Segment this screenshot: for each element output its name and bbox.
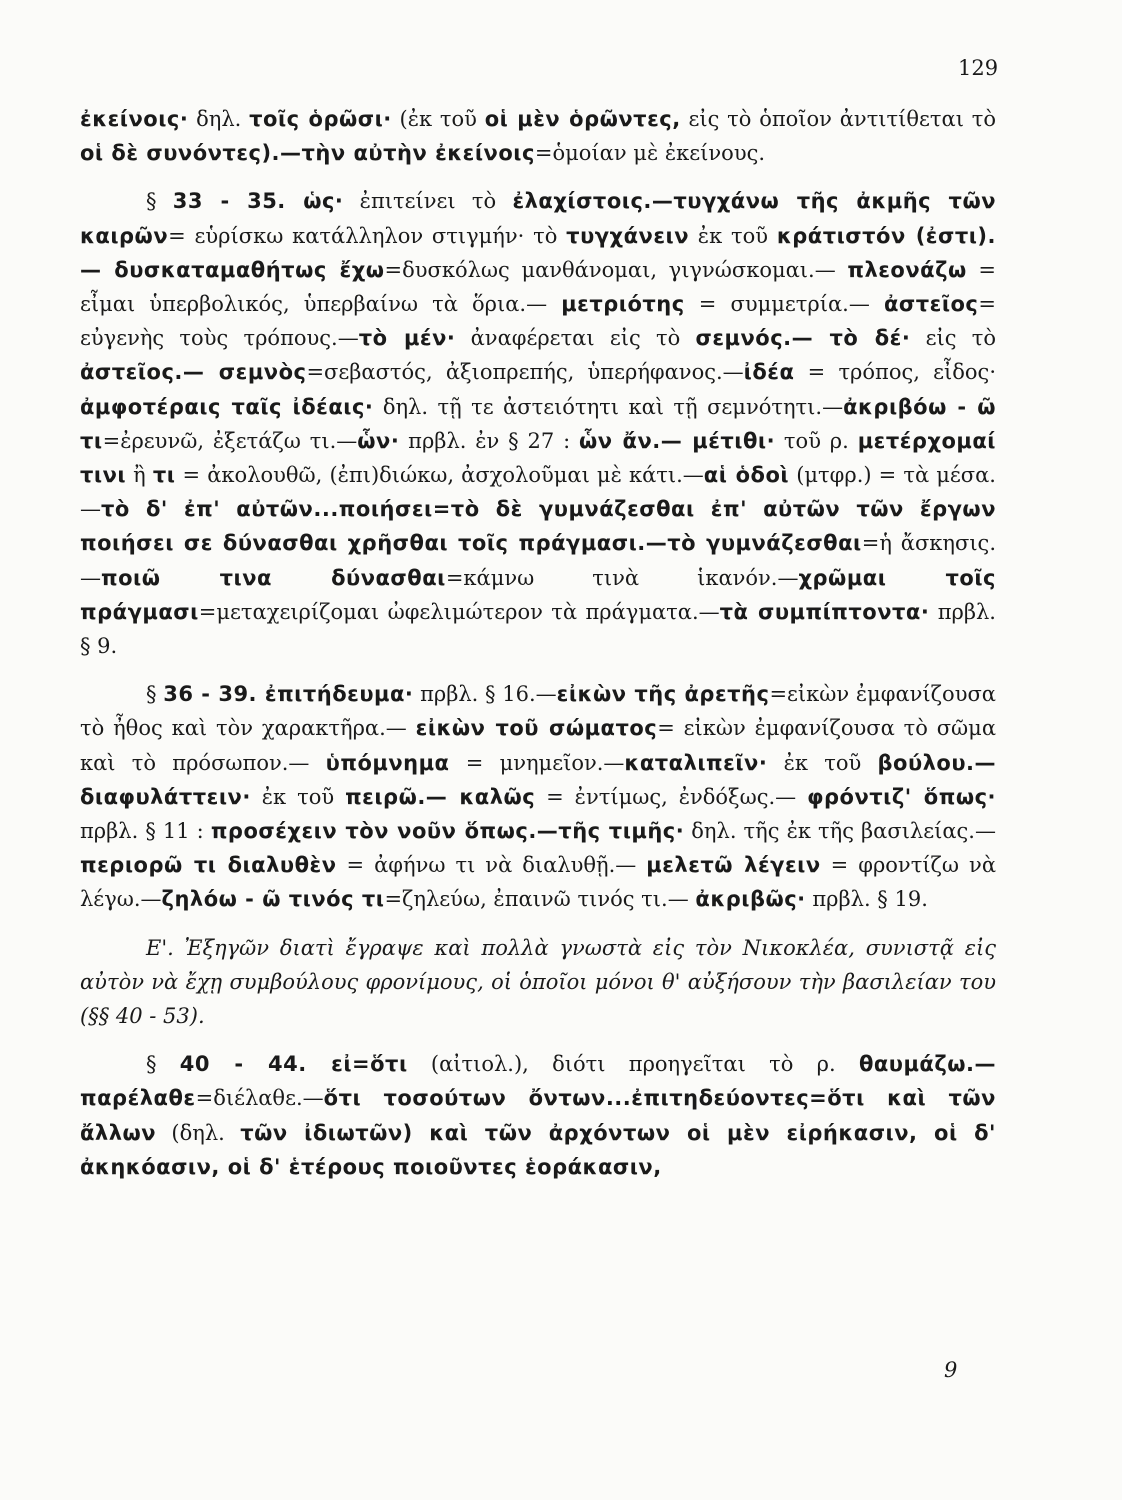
gloss-text: (δηλ. — [156, 1120, 241, 1145]
headword: ὅτι τοσούτων ὄντων...ἐπιτηδεύοντες=ὅτι καὶ τῶν ἄλλων — [80, 1086, 996, 1145]
headword: ἀμφοτέραις ταῖς ἰδέαις· — [80, 394, 374, 419]
gloss-text: = εὑρίσκω κατάλληλον στιγμήν· τὸ — [168, 223, 567, 248]
headword: ἀστεῖος — [883, 292, 979, 317]
headword: εἰκὼν τοῦ σώματος — [415, 716, 658, 741]
headword: κράτιστόν (ἐστι).— δυσκαταμαθήτως ἔχω — [80, 223, 996, 282]
headword: ἐλαχίστοις.—τυγχάνω τῆς ἀκμῆς τῶν καιρῶν — [80, 189, 997, 248]
headword: τυγχάνειν — [566, 223, 690, 248]
headword: σεμνός.— τὸ δέ· — [695, 326, 911, 351]
gloss-text: ἢ — [126, 463, 153, 488]
gloss-text: =ὁμοίαν μὲ ἐκείνους. — [534, 141, 766, 166]
gloss-text: τοῦ ρ. — [775, 428, 858, 453]
gloss-text: πρβλ. § 19. — [805, 887, 928, 912]
gloss-text: = ἐντίμως, ἐνδόξως.— — [535, 784, 808, 809]
headword: περιορῶ τι διαλυθὲν — [80, 853, 337, 878]
commentary-text — [80, 102, 996, 1184]
section-summary: Ε'. Ἐξηγῶν διατὶ ἔγραψε καὶ πολλὰ γνωστὰ εἰς τὸν Νικοκλέα, συνιστᾷ εἰς αὐτὸν νὰ ἔχῃ συμβούλους φρονίμους, οἱ ὁποῖοι μόνοι θ' αὐξήσουν τὴν βασιλείαν του (§§ 40 - 53). — [80, 935, 996, 1029]
gloss-text: = φροντίζω νὰ λέγω.— — [80, 853, 997, 912]
gloss-text: ἐκ τοῦ — [767, 750, 878, 775]
headword: τὸ μέν· — [358, 326, 456, 351]
headword: ἀκριβῶς· — [695, 887, 806, 912]
headword: τοῖς ὁρῶσι· — [249, 107, 392, 131]
headword: ποιῶ τινα δύνασθαι — [101, 565, 446, 590]
gloss-text: = συμμετρία.— — [684, 292, 884, 317]
headword: αἱ ὁδοὶ — [703, 463, 790, 488]
headword: ἐκείνοις· — [80, 107, 189, 131]
headword: τῶν ἰδιωτῶν) καὶ τῶν ἀρχόντων οἱ μὲν εἰρήκασιν, οἱ δ' ἀκηκόασιν, οἱ δ' ἑτέρους ποιοῦντες ἑοράκασιν, — [80, 1120, 996, 1179]
headword: μετριότης — [561, 292, 685, 317]
gloss-text: πρβλ. ἐν § 27 : — [399, 428, 580, 453]
gloss-text: (αἰτιολ.), διότι προηγεῖται τὸ ρ. — [407, 1052, 859, 1077]
paragraph — [80, 102, 996, 170]
paragraph — [80, 184, 996, 663]
gloss-text: =ἡ ἄσκησις.— — [80, 531, 996, 590]
headword: οἱ δὲ συνόντες).—τὴν αὐτὴν ἐκείνοις — [80, 141, 535, 166]
headword: μελετῶ λέγειν — [646, 853, 821, 878]
gloss-text: πρβλ. § 16.— — [413, 682, 557, 707]
headword: τὰ συμπίπτοντα· — [719, 599, 930, 624]
headword: ὧν ἄν.— μέτιθι· — [579, 428, 776, 453]
headword: προσέχειν τὸν νοῦν ὅπως.—τῆς τιμῆς· — [210, 819, 685, 844]
gloss-text: πρβλ. § 11 : — [80, 819, 211, 844]
gloss-text: ἀναφέρεται εἰς τὸ — [455, 326, 696, 351]
headword: φρόντιζ' ὅπως· — [807, 784, 996, 809]
gloss-text: πρβλ. § 9. — [80, 599, 996, 659]
headword: θαυμάζω.— παρέλαθε — [80, 1052, 996, 1111]
gloss-text: =κάμνω τινὰ ἱκανόν.— — [445, 565, 799, 590]
headword: καταλιπεῖν· — [624, 750, 768, 775]
headword: ὧν· — [357, 428, 400, 453]
gloss-text: δηλ. — [188, 107, 250, 131]
page-number: 129 — [958, 56, 999, 80]
gloss-text: =μεταχειρίζομαι ὠφελιμώτερον τὰ πράγματα.— — [198, 599, 720, 624]
headword: 33 - 35. ὡς· — [172, 189, 344, 214]
headword: 40 - 44. εἰ=ὅτι — [179, 1052, 408, 1077]
signature-mark: 9 — [944, 1358, 958, 1382]
gloss-text: =ζηλεύω, ἐπαινῶ τινός τι.— — [384, 887, 696, 912]
headword: μετέρχομαί τινι — [80, 428, 996, 488]
headword: ἰδέα — [743, 360, 795, 385]
paragraph — [80, 1047, 996, 1184]
gloss-text: ἐπιτείνει τὸ — [343, 189, 513, 214]
headword: τὸ δ' ἐπ' αὐτῶν...ποιήσει=τὸ δὲ γυμνάζεσθαι ἐπ' αὐτῶν τῶν ἔργων ποιήσει σε δύνασθαι χρῆσθαι τοῖς πράγμασι.—τὸ γυμνάζεσθαι — [80, 497, 996, 556]
headword: ὑπόμνημα — [325, 750, 450, 775]
headword: 36 - 39. ἐπιτήδευμα· — [163, 682, 414, 707]
headword: εἰκὼν τῆς ἀρετῆς — [556, 682, 770, 707]
headword: πλεονάζω — [847, 257, 967, 282]
gloss-text: =δυσκόλως μανθάνομαι, γιγνώσκομαι.— — [384, 257, 848, 282]
headword: πειρῶ.— καλῶς — [345, 784, 536, 809]
headword: ἀκριβόω - ῶ τι — [80, 394, 996, 453]
headword: οἱ μὲν ὁρῶντες, — [484, 107, 681, 131]
gloss-text: =ἐρευνῶ, ἐξετάζω τι.— — [102, 428, 358, 453]
gloss-text: (μτφρ.) = τὰ μέσα.— — [80, 463, 996, 522]
gloss-text: = εἰκὼν ἐμφανίζουσα τὸ σῶμα καὶ τὸ πρόσωπον.— — [80, 716, 996, 775]
headword: βούλου.—διαφυλάττειν· — [80, 750, 996, 809]
headword: ζηλόω - ῶ τινός τι — [161, 887, 385, 912]
gloss-text: εἰς τὸ ὁποῖον ἀντιτίθεται τὸ — [680, 107, 997, 131]
gloss-text: = ἀφήνω τι νὰ διαλυθῇ.— — [336, 853, 647, 878]
gloss-text: =εἰκὼν ἐμφανίζουσα τὸ ἦθος καὶ τὸν χαρακτῆρα.— — [80, 682, 996, 741]
gloss-text: = τρόπος, εἶδος· — [794, 360, 996, 385]
paragraph — [80, 931, 996, 1034]
gloss-text: = εἶμαι ὑπερβολικός, ὑπερβαίνω τὰ ὅρια.— — [80, 257, 996, 317]
gloss-text: =διέλαθε.— — [195, 1086, 324, 1111]
gloss-text: ἐκ τοῦ — [250, 784, 346, 809]
gloss-text: = μνημεῖον.— — [449, 750, 625, 775]
gloss-text: ἐκ τοῦ — [689, 223, 777, 248]
gloss-text: =σεβαστός, ἀξιοπρεπής, ὑπερήφανος.— — [306, 360, 744, 385]
gloss-text: δηλ. τῆς ἐκ τῆς βασιλείας.— — [684, 819, 996, 844]
gloss-text: εἰς τὸ — [910, 326, 996, 351]
gloss-text: § — [146, 682, 164, 707]
headword: τι — [152, 463, 176, 488]
headword: χρῶμαι τοῖς πράγμασι — [80, 565, 996, 624]
gloss-text: § — [146, 189, 173, 214]
gloss-text: § — [146, 1052, 180, 1077]
headword: ἀστεῖος.— σεμνὸς — [80, 360, 307, 385]
gloss-text: (ἐκ τοῦ — [391, 107, 485, 131]
paragraph — [80, 677, 996, 916]
gloss-text: δηλ. τῇ τε ἀστειότητι καὶ τῇ σεμνότητι.— — [373, 394, 844, 419]
gloss-text: = ἀκολουθῶ, (ἐπι)διώκω, ἀσχολοῦμαι μὲ κάτι.— — [175, 463, 704, 488]
gloss-text: = εὐγενὴς τοὺς τρόπους.— — [80, 292, 996, 351]
